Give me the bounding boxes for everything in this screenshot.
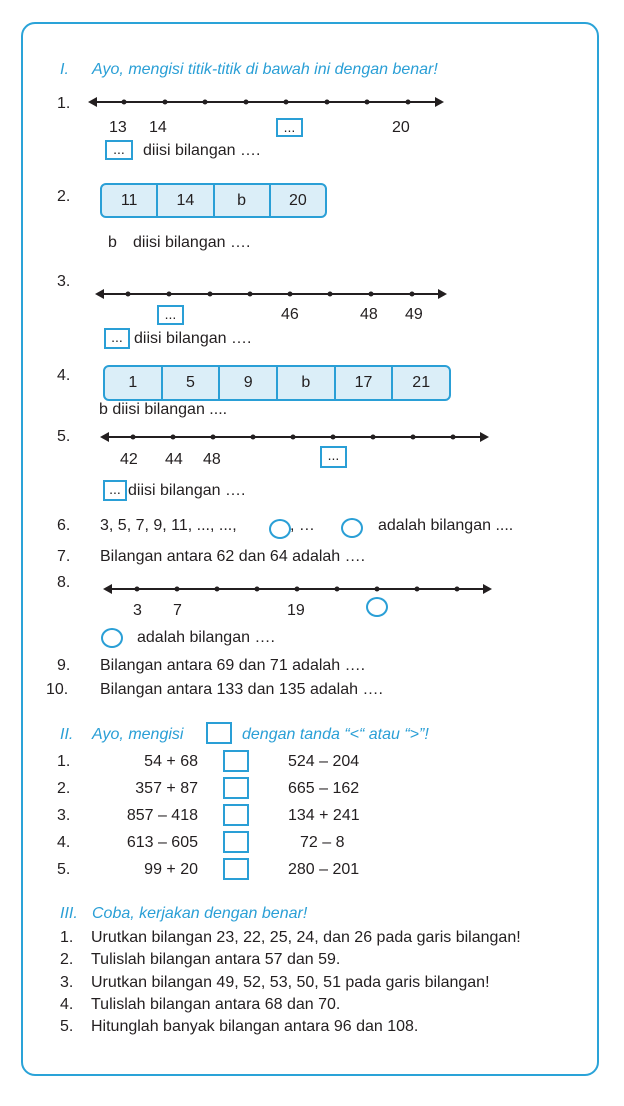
q3-number-line xyxy=(95,286,455,302)
q4-cell: 17 xyxy=(336,367,394,399)
s2-compare-box[interactable] xyxy=(223,777,249,799)
q3-label-49: 49 xyxy=(405,306,423,323)
s3-item-text: Tulislah bilangan antara 57 dan 59. xyxy=(91,951,341,968)
q2-number: 2. xyxy=(57,188,71,205)
section3-title: Coba, kerjakan dengan benar! xyxy=(92,905,308,922)
section3-roman: III. xyxy=(60,905,78,922)
s2-row-number: 5. xyxy=(57,861,71,878)
q1-label-14: 14 xyxy=(149,119,167,136)
q6-number: 6. xyxy=(57,517,71,534)
q2-cell: 14 xyxy=(158,185,214,216)
q3-blank-box[interactable]: ... xyxy=(157,305,184,325)
section2-title-end: dengan tanda “<“ atau “>”! xyxy=(242,726,429,743)
s2-right-expr: 280 – 201 xyxy=(288,861,360,878)
q3-label-48: 48 xyxy=(360,306,378,323)
q5-number-line xyxy=(100,429,495,445)
section2-title-box xyxy=(206,722,232,744)
s3-item-number: 5. xyxy=(60,1018,74,1035)
q2-b-label: b xyxy=(108,234,117,251)
q1-label-13: 13 xyxy=(109,119,127,136)
s3-item-text: Hitunglah banyak bilangan antara 96 dan 108. xyxy=(91,1018,419,1035)
q1-answer-box[interactable]: ... xyxy=(105,140,133,160)
q1-text: diisi bilangan …. xyxy=(143,142,261,159)
s2-row-number: 3. xyxy=(57,807,71,824)
q4-cell: b xyxy=(278,367,336,399)
s2-row-number: 1. xyxy=(57,753,71,770)
s3-item-number: 3. xyxy=(60,974,74,991)
q10-text: Bilangan antara 133 dan 135 adalah …. xyxy=(100,681,383,698)
s2-right-expr: 665 – 162 xyxy=(288,780,360,797)
q4-sequence xyxy=(103,365,451,401)
q1-number-line xyxy=(88,94,448,110)
q2-sequence xyxy=(100,183,327,218)
s3-item-number: 2. xyxy=(60,951,74,968)
s2-right-expr: 134 + 241 xyxy=(288,807,360,824)
s3-item-text: Urutkan bilangan 23, 22, 25, 24, dan 26 pada garis bilangan! xyxy=(91,929,521,946)
q6-circle-blank[interactable] xyxy=(269,519,291,539)
q6-sequence-text: 3, 5, 7, 9, 11, ..., ..., xyxy=(100,517,237,534)
q8-circle-blank[interactable] xyxy=(366,597,388,617)
q5-label-42: 42 xyxy=(120,451,138,468)
s2-compare-box[interactable] xyxy=(223,750,249,772)
q8-text: adalah bilangan …. xyxy=(137,629,275,646)
q8-number: 8. xyxy=(57,574,71,591)
q1-blank-box[interactable]: ... xyxy=(276,118,303,137)
q1-number: 1. xyxy=(57,95,71,112)
s2-compare-box[interactable] xyxy=(223,858,249,880)
q3-text: diisi bilangan …. xyxy=(134,330,252,347)
s2-left-expr: 857 – 418 xyxy=(126,807,198,824)
q8-circle-answer[interactable] xyxy=(101,628,123,648)
s2-left-expr: 99 + 20 xyxy=(144,861,198,878)
q7-text: Bilangan antara 62 dan 64 adalah …. xyxy=(100,548,366,565)
s3-item-text: Urutkan bilangan 49, 52, 53, 50, 51 pada garis bilangan! xyxy=(91,974,490,991)
q2-cell: b xyxy=(215,185,271,216)
s2-right-expr: 524 – 204 xyxy=(288,753,360,770)
q9-text: Bilangan antara 69 dan 71 adalah …. xyxy=(100,657,366,674)
q1-label-20: 20 xyxy=(392,119,410,136)
q8-number-line xyxy=(103,581,498,597)
q4-cell: 5 xyxy=(163,367,221,399)
q5-label-48: 48 xyxy=(203,451,221,468)
q10-number: 10. xyxy=(46,681,69,698)
s3-item-number: 1. xyxy=(60,929,74,946)
q2-cell: 20 xyxy=(288,191,307,209)
q3-number: 3. xyxy=(57,273,71,290)
section1-roman: I. xyxy=(60,61,69,78)
section1-title: Ayo, mengisi titik-titik di bawah ini dengan benar! xyxy=(92,61,438,78)
q5-label-44: 44 xyxy=(165,451,183,468)
s2-row-number: 2. xyxy=(57,780,71,797)
q4-number: 4. xyxy=(57,367,71,384)
s2-compare-box[interactable] xyxy=(223,804,249,826)
section2-title-start: Ayo, mengisi xyxy=(92,726,184,743)
q4-cell: 21 xyxy=(412,374,431,391)
q4-text: b diisi bilangan .... xyxy=(99,401,228,418)
s2-left-expr: 357 + 87 xyxy=(135,780,198,797)
q4-cell: 9 xyxy=(220,367,278,399)
q8-label-19: 19 xyxy=(287,602,305,619)
q2-cell: 11 xyxy=(102,185,158,216)
q5-blank-box[interactable]: ... xyxy=(320,446,347,468)
q7-number: 7. xyxy=(57,548,71,565)
s2-left-expr: 613 – 605 xyxy=(126,834,198,851)
section2-roman: II. xyxy=(60,726,74,743)
q6-text: adalah bilangan .... xyxy=(378,517,514,534)
q6-circle-answer[interactable] xyxy=(341,518,363,538)
q8-label-3: 3 xyxy=(133,602,142,619)
s3-item-number: 4. xyxy=(60,996,74,1013)
q5-number: 5. xyxy=(57,428,71,445)
s2-left-expr: 54 + 68 xyxy=(144,753,198,770)
q5-answer-box[interactable]: ... xyxy=(103,480,127,501)
q2-text: diisi bilangan …. xyxy=(133,234,251,251)
q6-continuation: , … xyxy=(290,517,315,534)
s3-item-text: Tulislah bilangan antara 68 dan 70. xyxy=(91,996,341,1013)
q4-cell: 1 xyxy=(105,367,163,399)
s2-row-number: 4. xyxy=(57,834,71,851)
q3-answer-box[interactable]: ... xyxy=(104,328,130,349)
s2-right-expr: 72 – 8 xyxy=(300,834,345,851)
q8-label-7: 7 xyxy=(173,602,182,619)
q5-text: diisi bilangan …. xyxy=(128,482,246,499)
s2-compare-box[interactable] xyxy=(223,831,249,853)
q3-label-46: 46 xyxy=(281,306,299,323)
q9-number: 9. xyxy=(57,657,71,674)
